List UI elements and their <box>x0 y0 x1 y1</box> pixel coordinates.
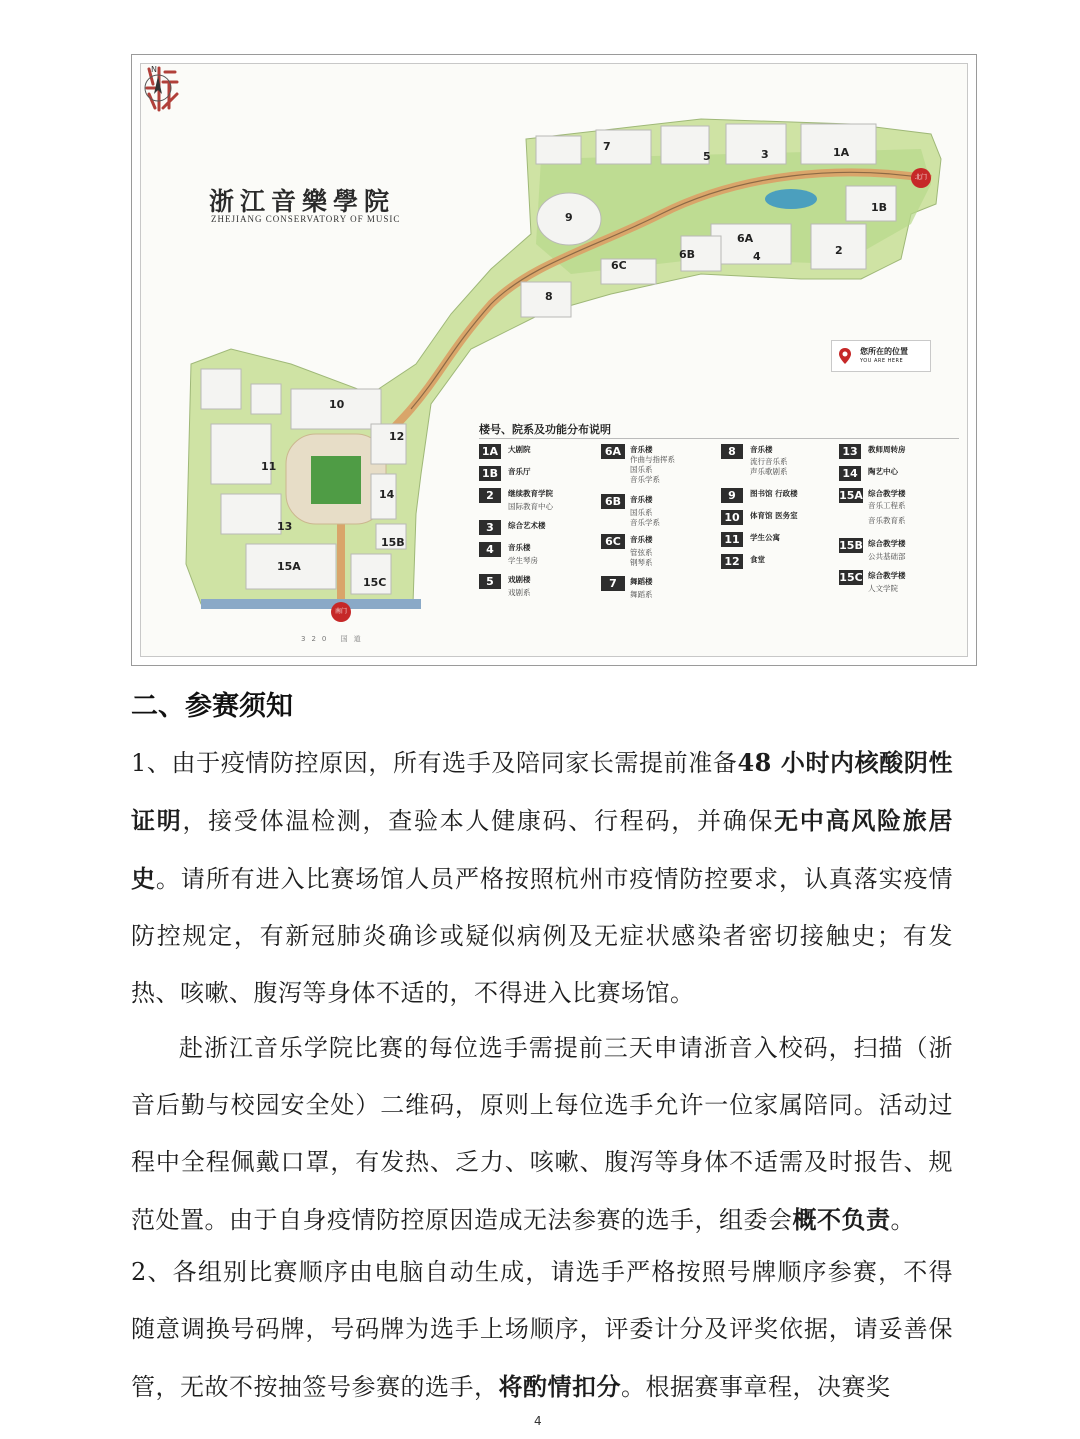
building-label[interactable]: 15B <box>381 536 405 549</box>
building-label[interactable]: 5 <box>703 150 711 163</box>
building-label[interactable]: 6C <box>611 259 627 272</box>
legend-title: 楼号、院系及功能分布说明 <box>479 423 611 436</box>
road-label: 320 国道 <box>301 635 367 643</box>
legend-divider <box>479 438 959 439</box>
location-pin-icon <box>838 347 852 365</box>
school-name-en: ZHEJIANG CONSERVATORY OF MUSIC <box>211 214 401 224</box>
campus-map-figure <box>131 54 977 666</box>
you-are-here-box <box>831 340 931 372</box>
building-label[interactable]: 6B <box>679 248 696 261</box>
compass-icon <box>141 64 175 104</box>
building-label[interactable]: 8 <box>545 290 553 303</box>
section-heading: 二、参赛须知 <box>131 691 293 722</box>
building-label[interactable]: 15A <box>277 560 301 573</box>
notice-paragraph-1: 1、由于疫情防控原因，所有选手及陪同家长需提前准备48 小时内核酸阴性证明，接受体温检测，查验本人健康码、行程码，并确保无中高风险旅居史。请所有进入比赛场馆人员严格按照杭州市疫情防控要求，认真落实疫情防控规定，有新冠肺炎确诊或疑似病例及无症状感染者密切接触史；有发热、咳嗽、腹泻等身体不适的，不得进入比赛场馆。 <box>131 748 954 1007</box>
campus-map: 7 5 3 1A 1B 2 9 6A 6B 6C 4 8 10 12 11 14 13 15B 15A 15C 浙江音樂學院 ZHEJIANG CONSERVATORY OF MUSIC 北门 南门 320 国道 N 您所在的位置 YOU ARE HERE 楼号、院系及功能分布说明 1A 大剧院 1B 音乐厅 2 继续教育学院 国际教育中心 3 综合艺术楼 4 音乐楼 学生琴房 5 戏剧楼 戏剧系 6A 音乐楼 作曲与指挥系 国乐系 音乐学系 6B 音乐楼 国乐系 音乐学系 6C 音乐楼 管弦系 钢琴系 7 舞蹈楼 舞蹈系 8 音乐楼 流行音乐系 声乐歌剧系 9 图书馆 行政楼 10 体育馆 医务室 11 学生公寓 12 食堂 13 教师周转房 14 陶艺中心 15A 综合教学楼 音乐工程系 音乐教育系 15B 综合教学楼 公共基础部 15C 综合教学楼 人文学院 <box>140 63 968 657</box>
building-label[interactable]: 6A <box>737 232 754 245</box>
building-label[interactable]: 14 <box>379 488 395 501</box>
building-label[interactable]: 1B <box>871 201 888 214</box>
svg-text:N: N <box>151 65 157 74</box>
building-label[interactable]: 7 <box>603 140 611 153</box>
building-label[interactable]: 12 <box>389 430 405 443</box>
south-gate-marker[interactable]: 南门 <box>331 602 351 622</box>
you-are-here-zh: 您所在的位置 <box>860 347 908 356</box>
building-label[interactable]: 10 <box>329 398 345 411</box>
building-label[interactable]: 1A <box>833 146 850 159</box>
school-name-zh: 浙江音樂學院 <box>209 187 396 216</box>
page-number: 4 <box>534 1414 542 1428</box>
notice-paragraph-2: 赴浙江音乐学院比赛的每位选手需提前三天申请浙音入校码，扫描（浙音后勤与校园安全处）二维码，原则上每位选手允许一位家属陪同。活动过程中全程佩戴口罩，有发热、乏力、咳嗽、腹泻等身体不适需及时报告、规范处置。由于自身疫情防控原因造成无法参赛的选手，组委会概不负责。 <box>131 1034 953 1234</box>
north-gate-marker[interactable]: 北门 <box>911 168 931 188</box>
building-label[interactable]: 15C <box>363 576 387 589</box>
building-label[interactable]: 2 <box>835 244 843 257</box>
you-are-here-en: YOU ARE HERE <box>860 358 904 364</box>
notice-paragraph-3: 2、各组别比赛顺序由电脑自动生成，请选手严格按照号牌顺序参赛，不得随意调换号码牌，号码牌为选手上场顺序，评委计分及评奖依据，请妥善保管，无故不按抽签号参赛的选手，将酌情扣分。根据赛事章程，决赛奖 <box>131 1258 953 1401</box>
building-label[interactable]: 13 <box>277 520 293 533</box>
building-label[interactable]: 4 <box>753 250 761 263</box>
building-label[interactable]: 3 <box>761 148 769 161</box>
building-label[interactable]: 9 <box>565 211 573 224</box>
building-label[interactable]: 11 <box>261 460 277 473</box>
